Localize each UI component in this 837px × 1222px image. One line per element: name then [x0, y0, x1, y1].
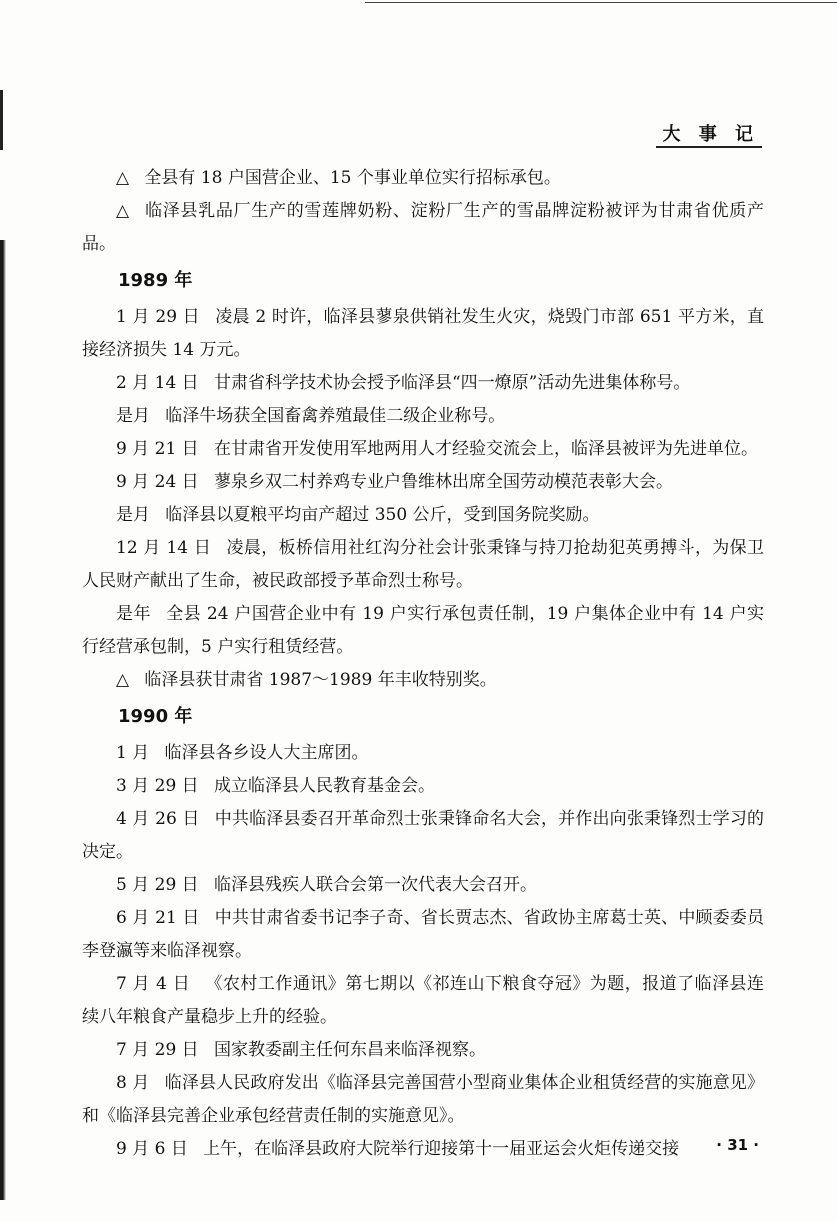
entry-text: 临泽县获甘肃省 1987～1989 年丰收特别奖。	[144, 670, 497, 690]
chronicle-entry	[82, 433, 764, 466]
chronicle-entry	[82, 737, 764, 770]
scan-binding-edge	[0, 240, 6, 1200]
chronicle-entry	[82, 162, 764, 195]
chronicle-entry	[82, 968, 764, 1034]
entry-date: 1 月	[116, 743, 150, 763]
scan-edge-mark	[0, 90, 3, 150]
chronicle-entry	[82, 770, 764, 803]
chronicle-entry	[82, 195, 764, 261]
chronicle-entry	[82, 1067, 764, 1133]
entry-text: 全县有 18 户国营企业、15 个事业单位实行招标承包。	[144, 168, 561, 188]
chronicle-entry	[82, 1133, 764, 1166]
top-scan-rule	[365, 2, 837, 3]
entry-date: 9 月 6 日	[116, 1139, 188, 1159]
chronicle-entry	[82, 598, 764, 664]
chronicle-entry	[82, 803, 764, 869]
entry-date: 4 月 26 日	[116, 809, 200, 829]
entry-text: 国家教委副主任何东昌来临泽视察。	[213, 1040, 486, 1060]
entry-date: 9 月 21 日	[116, 439, 199, 459]
entry-text: 临泽县各乡设人大主席团。	[164, 743, 369, 763]
chronicle-entry	[82, 532, 764, 598]
year-heading: 1990 年	[118, 706, 193, 727]
entry-text: 全县 24 户国营企业中有 19 户实行承包责任制，19 户集体企业中有 14 户实行经营承包制，5 户实行租赁经营。	[82, 604, 765, 657]
triangle-marker: △	[116, 168, 130, 188]
entry-text: 中共甘肃省委书记李子奇、省长贾志杰、省政协主席葛士英、中顾委委员李登瀛等来临泽视察。	[82, 908, 764, 961]
entry-date: 2 月 14 日	[116, 373, 199, 393]
chronicle-entry	[82, 902, 764, 968]
chronicle-entry	[82, 367, 764, 400]
entry-text: 甘肃省科学技术协会授予临泽县“四一燎原”活动先进集体称号。	[213, 373, 691, 393]
entry-text: 上午，在临泽县政府大院举行迎接第十一届亚运会火炬传递交接	[203, 1139, 680, 1159]
entry-text: 成立临泽县人民教育基金会。	[213, 776, 435, 796]
entry-date: 8 月	[116, 1073, 150, 1093]
entry-text: 蓼泉乡双二村养鸡专业户鲁维林出席全国劳动模范表彰大会。	[213, 472, 673, 492]
entry-date: 是月	[116, 406, 150, 426]
chronicle-entry	[82, 869, 764, 902]
entry-date: 是年	[116, 604, 151, 624]
chronicle-entry	[82, 1034, 764, 1067]
chronicle-entry	[82, 400, 764, 433]
entry-date: 3 月 29 日	[116, 776, 199, 796]
chronicle-entry	[82, 499, 764, 532]
entry-text: 在甘肃省开发使用军地两用人才经验交流会上，临泽县被评为先进单位。	[213, 439, 758, 459]
entry-text: 临泽县以夏粮平均亩产超过 350 公斤，受到国务院奖励。	[165, 505, 600, 525]
entry-text: 中共临泽县委召开革命烈士张秉锋命名大会，并作出向张秉锋烈士学习的决定。	[82, 809, 764, 862]
entry-text: 临泽县人民政府发出《临泽县完善国营小型商业集体企业租赁经营的实施意见》和《临泽县完善企业承包经营责任制的实施意见》。	[82, 1073, 764, 1126]
chronicle-entry	[82, 466, 764, 499]
entry-date: 1 月 29 日	[116, 307, 200, 327]
entry-text: 临泽牛场获全国畜禽养殖最佳二级企业称号。	[165, 406, 506, 426]
entry-date: 5 月 29 日	[116, 875, 199, 895]
chronicle-entry	[82, 301, 764, 367]
entry-text: 《农村工作通讯》第七期以《祁连山下粮食夺冠》为题，报道了临泽县连续八年粮食产量稳步上升的经验。	[82, 974, 765, 1027]
entry-text: 凌晨 2 时许，临泽县蓼泉供销社发生火灾，烧毁门市部 651 平方米，直接经济损失 14 万元。	[82, 307, 764, 360]
triangle-marker: △	[116, 201, 130, 221]
chronicle-body	[82, 162, 764, 1166]
year-heading: 1989 年	[118, 270, 193, 291]
entry-text: 临泽县乳品厂生产的雪莲牌奶粉、淀粉厂生产的雪晶牌淀粉被评为甘肃省优质产品。	[82, 201, 764, 254]
header-underline	[656, 146, 762, 148]
running-header: 大 事 记	[662, 124, 759, 145]
entry-date: 7 月 4 日	[116, 974, 191, 994]
chronicle-entry	[82, 664, 764, 697]
triangle-marker: △	[116, 670, 130, 690]
page-number: · 31 ·	[716, 1136, 759, 1154]
entry-text: 凌晨，板桥信用社红沟分社会计张秉锋与持刀抢劫犯英勇搏斗，为保卫人民财产献出了生命，被民政部授予革命烈士称号。	[82, 538, 765, 591]
entry-date: 是月	[116, 505, 150, 525]
entry-text: 临泽县残疾人联合会第一次代表大会召开。	[213, 875, 537, 895]
entry-date: 9 月 24 日	[116, 472, 199, 492]
entry-date: 12 月 14 日	[116, 538, 212, 558]
entry-date: 7 月 29 日	[116, 1040, 199, 1060]
entry-date: 6 月 21 日	[116, 908, 200, 928]
